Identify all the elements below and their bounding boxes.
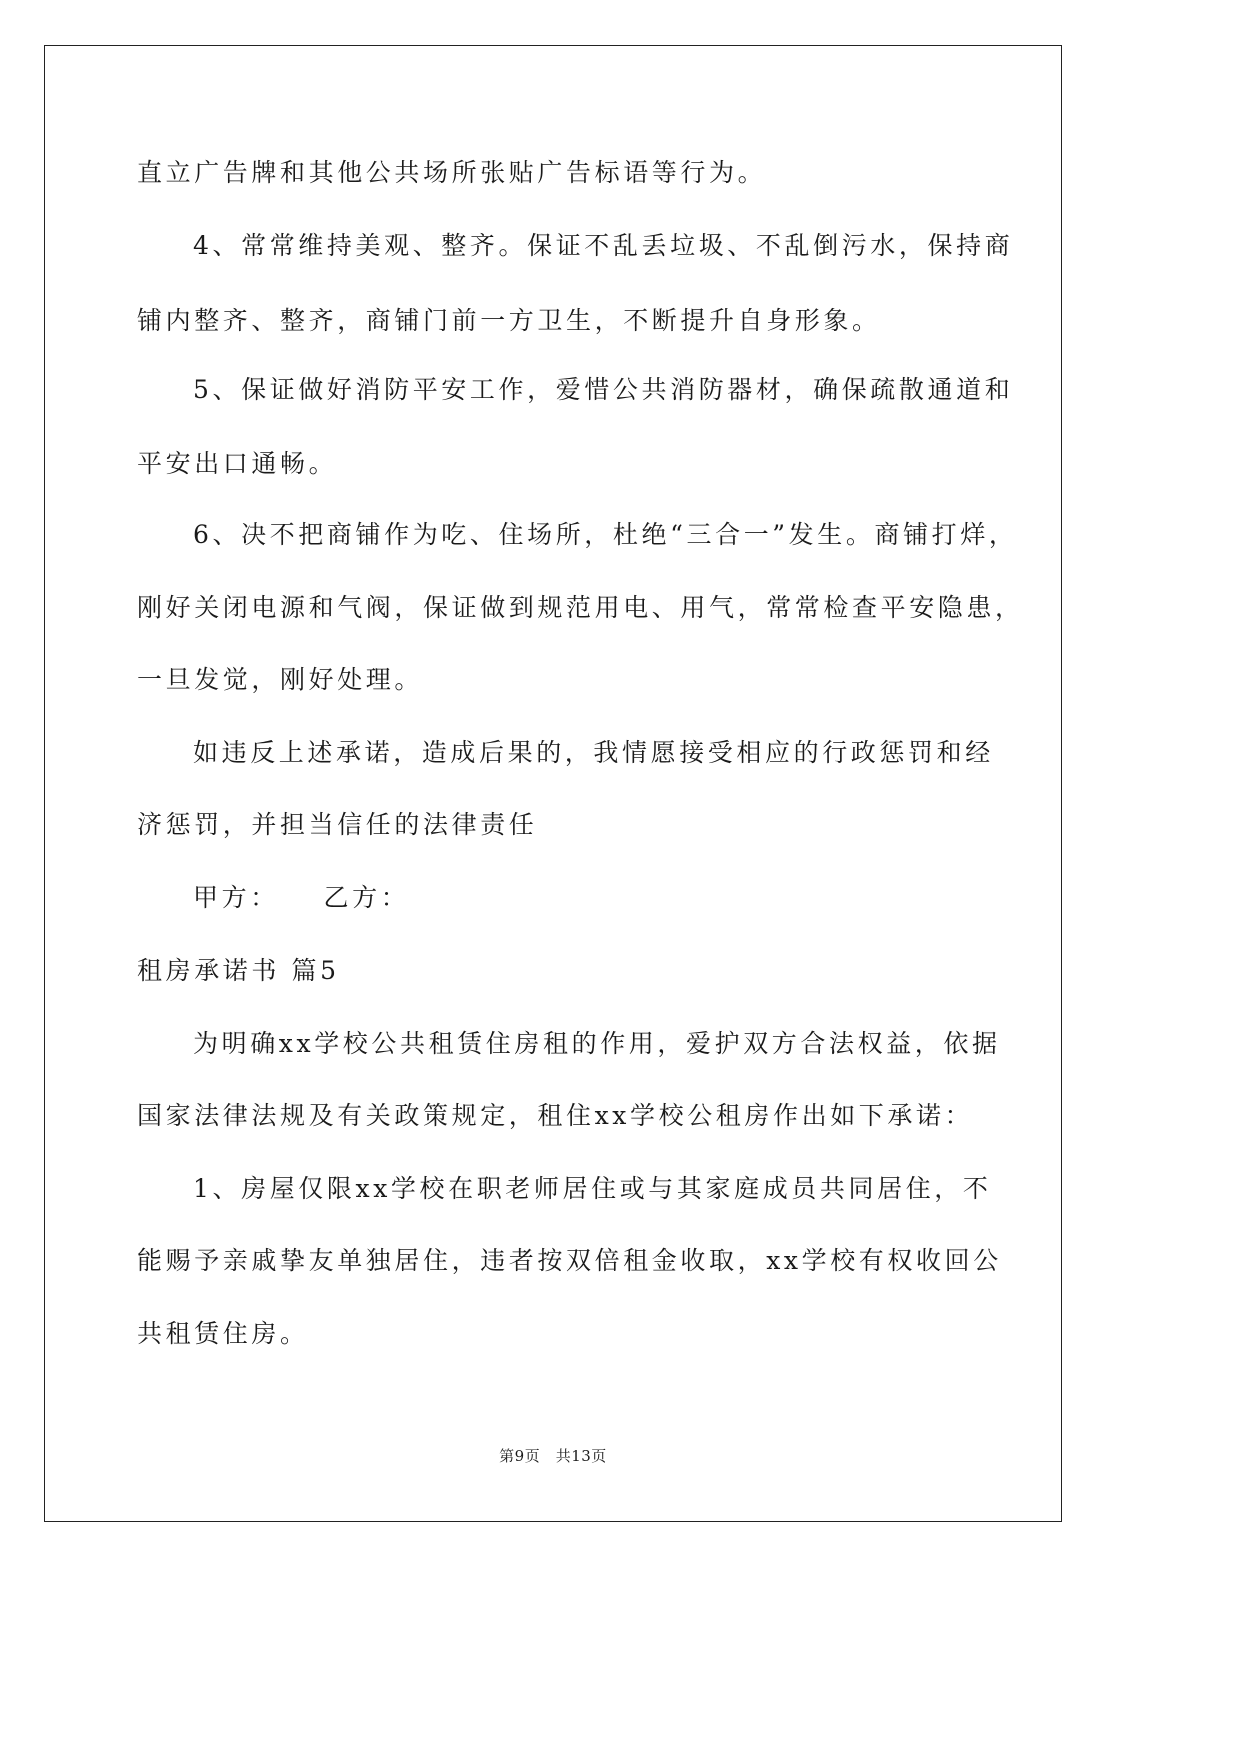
section-heading: 租房承诺书 篇5 <box>137 956 340 985</box>
text-line-item-4: 4、常常维持美观、整齐。保证不乱丢垃圾、不乱倒污水，保持商 <box>193 231 1014 260</box>
signature-line: 甲方： 乙方： <box>193 883 410 912</box>
text-line: 济惩罚，并担当信任的法律责任 <box>137 810 538 839</box>
text-line: 能赐予亲戚挚友单独居住，违者按双倍租金收取，xx学校有权收回公 <box>137 1246 1002 1275</box>
text-line: 国家法律法规及有关政策规定，租住xx学校公租房作出如下承诺： <box>137 1101 974 1130</box>
text-line: 共租赁住房。 <box>137 1319 309 1348</box>
text-line-violation: 如违反上述承诺，造成后果的，我情愿接受相应的行政惩罚和经 <box>193 738 994 767</box>
text-line-item-6: 6、决不把商铺作为吃、住场所，杜绝“三合一”发生。商铺打烊， <box>193 520 1018 549</box>
text-line-intro: 为明确xx学校公共租赁住房租的作用，爱护双方合法权益，依据 <box>193 1029 1001 1058</box>
text-line-item-1: 1、房屋仅限xx学校在职老师居住或与其家庭成员共同居住，不 <box>193 1174 992 1203</box>
text-line: 平安出口通畅。 <box>137 449 338 478</box>
page-border <box>44 45 1062 1522</box>
text-line: 刚好关闭电源和气阀，保证做到规范用电、用气，常常检查平安隐患， <box>137 593 1024 622</box>
text-line: 一旦发觉，刚好处理。 <box>137 665 424 694</box>
text-line-item-5: 5、保证做好消防平安工作，爱惜公共消防器材，确保疏散通道和 <box>193 375 1014 404</box>
page-number-footer: 第9页 共13页 <box>499 1447 607 1465</box>
text-line: 铺内整齐、整齐，商铺门前一方卫生，不断提升自身形象。 <box>137 306 881 335</box>
text-line: 直立广告牌和其他公共场所张贴广告标语等行为。 <box>137 158 767 187</box>
